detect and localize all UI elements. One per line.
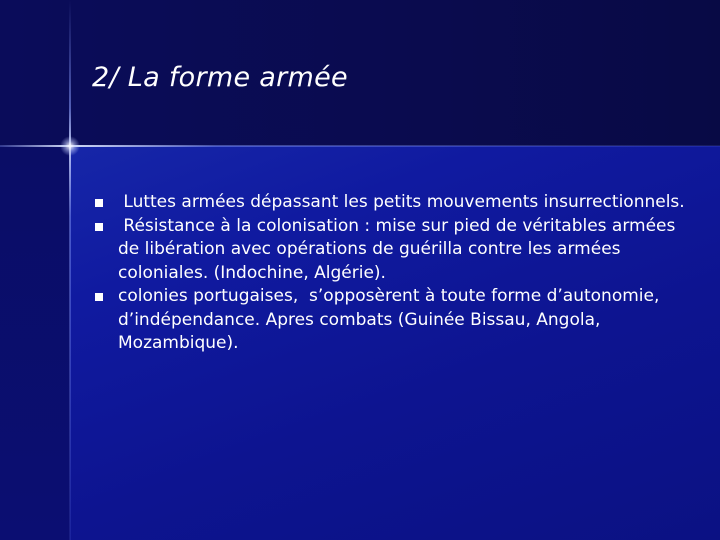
bullet-item-3 [92,285,692,356]
square-bullet-icon [95,223,103,231]
sparkle-icon [60,136,80,156]
square-bullet-icon [95,199,103,207]
bullet-text-2: Résistance à la colonisation : mise sur pied de véritables armées de libération avec opérations de guérilla contre les armées coloniales. (Indochine, Algérie). [118,215,681,283]
bullet-list [92,191,692,356]
decorative-horizontal-line [0,145,720,147]
bullet-item-2 [92,215,692,286]
bullet-item-1 [92,191,692,215]
bullet-text-1: Luttes armées dépassant les petits mouvements insurrectionnels. [118,192,685,212]
decorative-vertical-line [69,0,71,540]
bullet-text-3: colonies portugaises, s’opposèrent à toute forme d’autonomie, d’indépendance. Apres combats (Guinée Bissau, Angola, Mozambique). [118,286,671,353]
left-strip [0,146,70,540]
slide-title: 2/ La forme armée [92,62,348,93]
square-bullet-icon [95,293,103,301]
